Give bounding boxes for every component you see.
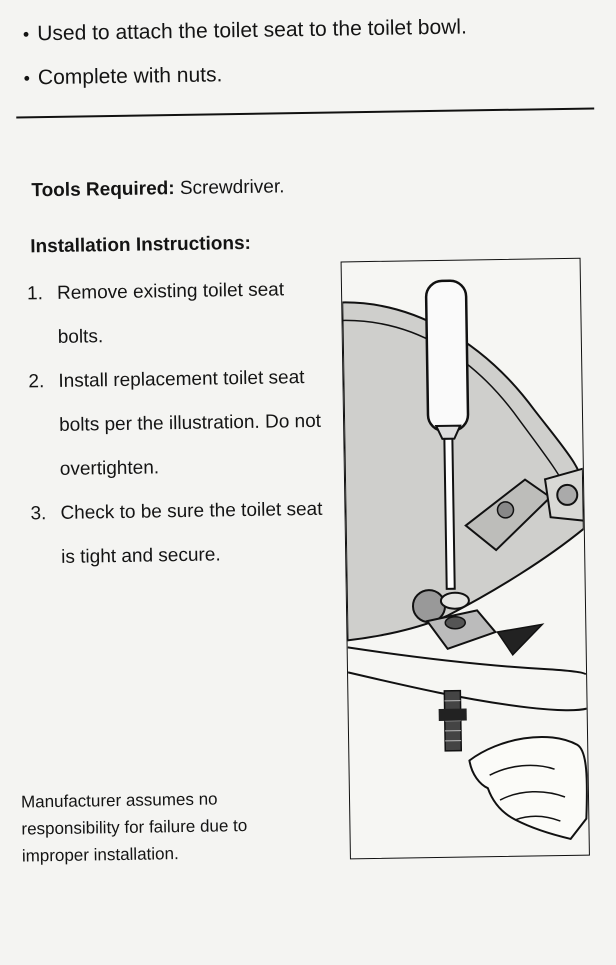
step-text: Remove existing toilet seat bolts.	[56, 279, 285, 348]
disclaimer: Manufacturer assumes no responsibility for failure due to improper installation.	[20, 789, 248, 866]
tools-required	[31, 176, 284, 202]
feature-item: • Used to attach the toilet seat to the toilet bowl.	[23, 15, 467, 46]
screwdriver-bolt-icon	[342, 259, 589, 859]
step-text: Check to be sure the toilet seat is tight and secure.	[60, 498, 323, 568]
feature-list	[23, 15, 468, 110]
tools-value: Screwdriver.	[179, 176, 285, 199]
tools-label: Tools Required:	[31, 178, 175, 202]
step-number: 1.	[26, 283, 44, 305]
feature-item: • Complete with nuts.	[23, 59, 467, 90]
step-number: 2.	[28, 371, 45, 393]
instruction-step	[30, 488, 336, 581]
instruction-step	[28, 356, 335, 493]
instruction-step	[27, 268, 333, 361]
step-text: Install replacement toilet seat bolts per the illustration. Do not overtighten.	[58, 367, 322, 480]
instruction-steps	[27, 268, 337, 581]
instructions-title: Installation Instructions:	[30, 232, 252, 258]
step-number: 3.	[30, 503, 47, 525]
installation-illustration	[341, 258, 590, 860]
